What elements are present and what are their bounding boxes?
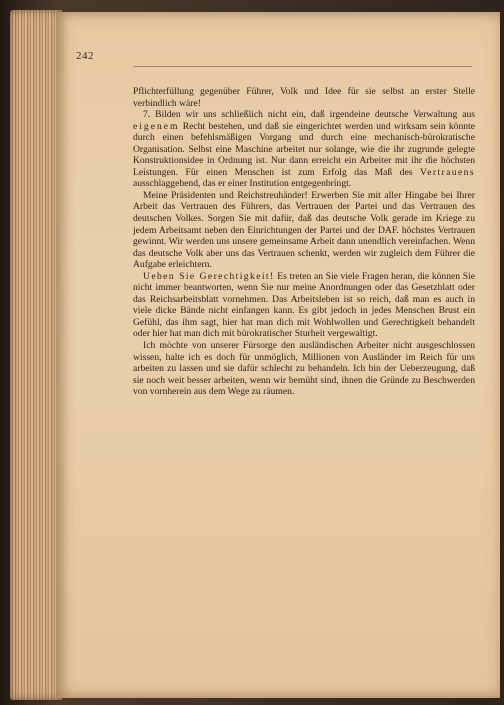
page-number: 242: [76, 50, 94, 62]
text-run: Es treten an Sie viele Fragen heran, die können Sie nicht immer beantworten, wenn Sie nur meine Anordnungen oder das Gesetzblatt oder das Reichsarbeitsblatt vornehmen. Das Arbeitsleben ist so reich, daß man es auch in viele dicke Bände nicht einfangen kann. Es gibt jedoch in jedes Menschen Brust ein Gefühl, das ihm sagt, hier hat man dich mit Wohlwollen und Gerechtigkeit behandelt oder hier hat man dich mit bürokratischer Sturheit vergewaltigt.: [133, 270, 475, 340]
paragraph: [133, 109, 475, 190]
body-text: [133, 86, 475, 398]
emphasis-spaced: eigenem: [133, 120, 180, 132]
text-run: Ich möchte von unserer Fürsorge den ausländischen Arbeiter nicht ausgeschlossen wissen, halte ich es doch für unmöglich, Millionen von Ausländer im Reich für uns arbeiten zu lassen und sie dafür schlecht zu behandeln. Ich bin der Ueberzeugung, daß sie noch weit besser arbeiten, wenn wir bemüht sind, ihnen die Gründe zu Beschwerden von vornherein aus dem Wege zu räumen.: [133, 340, 475, 398]
paragraph: [133, 190, 475, 271]
text-run: Pflichterfüllung gegenüber Führer, Volk und Idee für sie selbst an erster Stelle verbindlich wäre!: [133, 86, 475, 109]
text-run: ausschlaggebend, das er einer Institution entgegenbringt.: [133, 178, 352, 190]
paragraph: [133, 340, 475, 398]
text-run: Meine Präsidenten und Reichstreuhänder! Erwerben Sie mit aller Hingabe bei Ihrer Arbeit das Vertrauen des Führers, das Vertrauen der Partei und das Vertrauen des deutschen Volkes. Sorgen Sie mit dafür, daß das deutsche Volk gerade im Kriege zu jedem Arbeitsamt neben den Einrichtungen der Partei und der DAF. höchstes Vertrauen gewinnt. Wir werden uns unsere gemeinsame Arbeit dann unendlich vereinfachen. Wenn das deutsche Volk aber uns das Vertrauen schenkt, werden wir zugleich dem Führer die Aufgabe erleichtern.: [133, 189, 475, 271]
paragraph: [133, 86, 475, 109]
header-rule: [134, 66, 472, 67]
text-run: Recht bestehen, und daß sie eingerichtet werden und wirksam sein könnte durch einen befehlsmäßigen Vorgang und durch eine mechanisch-bürokratische Organisation. Selbst eine Maschine arbeitet nur solange, wie die ihr zugrunde gelegte Konstruktionsidee in Ordnung ist. Nur dann erreicht ein Arbeiter mit ihr die höchsten Leistungen. Für einen Menschen ist zum Erfolg das Maß des: [133, 120, 475, 178]
text-run: 7. Bilden wir uns schließlich nicht ein, daß irgendeine deutsche Verwaltung aus: [143, 109, 475, 121]
page-edges: [10, 10, 62, 700]
emphasis-spaced: Ueben Sie Gerechtigkeit!: [143, 270, 275, 282]
paragraph: [133, 271, 475, 340]
emphasis-spaced: Vertrauens: [419, 166, 475, 178]
